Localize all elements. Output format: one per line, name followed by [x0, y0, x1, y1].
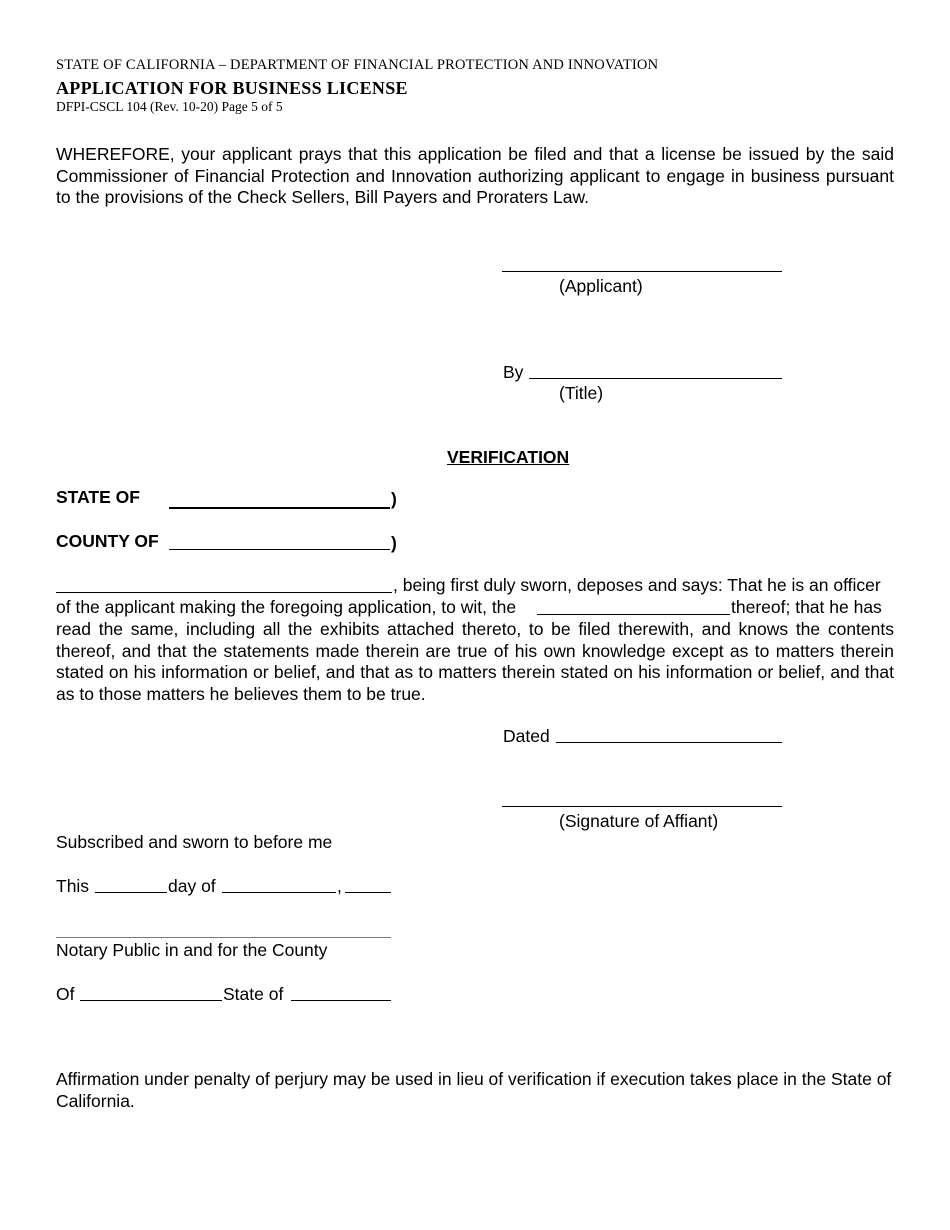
affiant-signature-label: (Signature of Affiant) [559, 811, 719, 831]
state-of-label: STATE OF [56, 487, 140, 507]
verification-heading: VERIFICATION [447, 447, 570, 467]
notary-label: Notary Public in and for the County [56, 940, 328, 960]
notary-state-field[interactable] [291, 1000, 391, 1001]
oath-line-1: , being first duly sworn, deposes and says: That he is an officer [393, 575, 881, 595]
prayer-paragraph: WHEREFORE, your applicant prays that this application be filed and that a license be issued by the said Commissioner of Financial Protection and Innovation authorizing applicant to engage in business pursuant to the provisions of the Check Sellers, Bill Payers and Proraters Law. [56, 144, 894, 207]
notary-county-field[interactable] [80, 1000, 222, 1001]
title-label: (Title) [559, 383, 604, 403]
notary-signature-line[interactable] [56, 937, 391, 938]
month-field[interactable] [222, 892, 336, 893]
oath-line-2b: thereof; that he has [731, 597, 882, 617]
state-of-field[interactable] [169, 507, 390, 509]
agency-header: STATE OF CALIFORNIA – DEPARTMENT OF FINANCIAL PROTECTION AND INNOVATION [56, 57, 659, 73]
county-of-field[interactable] [169, 549, 390, 550]
form-title: APPLICATION FOR BUSINESS LICENSE [56, 78, 408, 98]
officer-title-field[interactable] [537, 614, 730, 615]
affirmation-note: Affirmation under penalty of perjury may be used in lieu of verification if execution takes place in the State of California. [56, 1069, 892, 1111]
applicant-label: (Applicant) [559, 276, 643, 296]
of-label: Of [56, 984, 75, 1004]
oath-line-2a: of the applicant making the foregoing application, to wit, the [56, 597, 517, 617]
dated-label: Dated [503, 726, 550, 746]
affiant-name-field[interactable] [56, 592, 392, 593]
day-of-label: day of [168, 876, 216, 896]
applicant-signature-line[interactable] [502, 271, 782, 272]
year-field[interactable] [345, 892, 391, 893]
comma: , [337, 876, 342, 896]
state-paren: ) [391, 489, 397, 509]
day-field[interactable] [95, 892, 167, 893]
this-label: This [56, 876, 90, 896]
state-of-notary-label: State of [223, 984, 284, 1004]
by-signature-line[interactable] [529, 378, 782, 379]
by-label: By [503, 362, 524, 382]
county-paren: ) [391, 533, 397, 553]
subscribed-text: Subscribed and sworn to before me [56, 832, 333, 852]
affiant-signature-line[interactable] [502, 806, 782, 807]
oath-remainder: read the same, including all the exhibits attached thereto, to be filed therewith, and knows the contents thereof, and that the statements made therein are true of his own knowledge except as to matters therein stated on his information or belief, and that as to matters therein stated on his information or belief, and that as to those matters he believes them to be true. [56, 619, 894, 704]
dated-field[interactable] [556, 742, 782, 743]
form-id: DFPI-CSCL 104 (Rev. 10-20) Page 5 of 5 [56, 99, 283, 114]
county-of-label: COUNTY OF [56, 531, 159, 551]
